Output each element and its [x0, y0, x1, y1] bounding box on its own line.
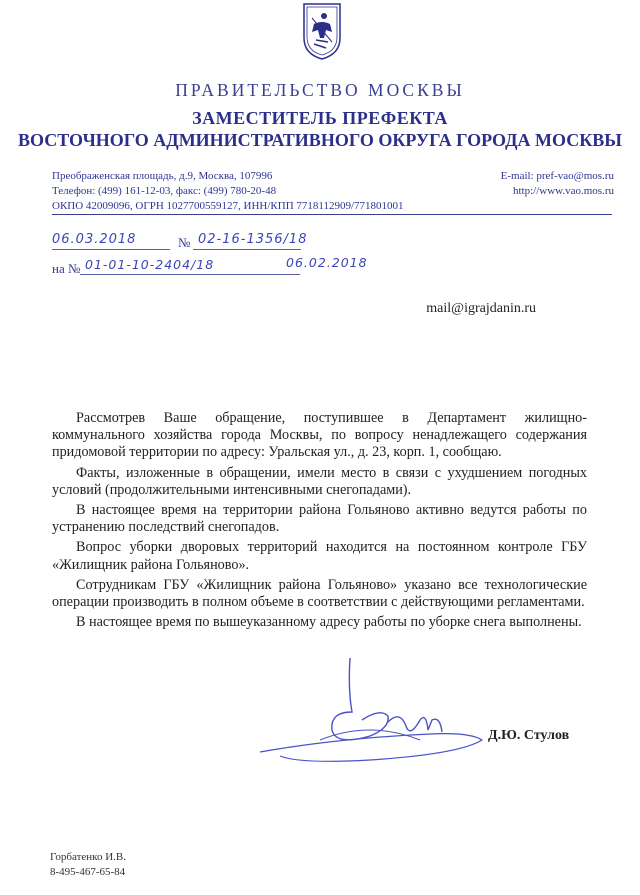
executor-name: Горбатенко И.В. — [50, 851, 126, 863]
office-website: http://www.vao.mos.ru — [512, 185, 614, 197]
body-paragraph: Рассмотрев Ваше обращение, поступившее в Департамент жилищно-коммунального хозяйства города Москвы, по вопросу ненадлежащего содержания придомовой территории по адресу: Уральская ул., д. 23, корп. 1, сообщаю. — [52, 410, 587, 461]
office-title: ЗАМЕСТИТЕЛЬ ПРЕФЕКТА — [192, 108, 448, 128]
office-address: Преображенская площадь, д.9, Москва, 107996 — [52, 170, 273, 182]
moscow-coat-of-arms-icon — [302, 2, 342, 60]
outgoing-number-label: № — [178, 235, 191, 250]
body-paragraph: В настоящее время на территории района Гольяново активно ведутся работы по устранению последствий снегопадов. — [52, 502, 587, 536]
body-paragraph: Факты, изложенные в обращении, имели место в связи с ухудшением погодных условий (продолжительными интенсивными снегопадами). — [52, 464, 587, 498]
government-title: ПРАВИТЕЛЬСТВО МОСКВЫ — [175, 80, 465, 100]
reply-date: 06.02.2018 — [286, 255, 368, 270]
letterhead-divider — [52, 214, 612, 215]
office-phone: Телефон: (499) 161-12-03, факс: (499) 780-20-48 — [52, 185, 277, 197]
office-email: E-mail: pref-vao@mos.ru — [500, 170, 614, 182]
reply-number: 01-01-10-2404/18 — [85, 257, 215, 272]
executor-phone: 8-495-467-65-84 — [50, 866, 126, 878]
reply-underline — [80, 274, 300, 275]
office-registry-codes: ОКПО 42009096, ОГРН 1027700559127, ИНН/КПП 7718112909/771801001 — [52, 200, 404, 212]
body-paragraph: Вопрос уборки дворовых территорий находится на постоянном контроле ГБУ «Жилищник района Гольяново». — [52, 539, 587, 573]
body-paragraph: Сотрудникам ГБУ «Жилищник района Гольяново» указано все технологические операции производить в полном объеме в соответствии с действующими регламентами. — [52, 576, 587, 611]
letter-body — [52, 410, 587, 631]
date-underline — [52, 249, 170, 250]
recipient-email: mail@igrajdanin.ru — [426, 301, 536, 316]
outgoing-number: 02-16-1356/18 — [198, 232, 308, 247]
signature-image — [220, 650, 500, 770]
body-paragraph: В настоящее время по вышеуказанному адресу работы по уборке снега выполнены. — [76, 614, 582, 631]
reply-number-label: на № — [52, 261, 81, 276]
outgoing-date: 06.03.2018 — [52, 232, 137, 247]
office-subtitle: ВОСТОЧНОГО АДМИНИСТРАТИВНОГО ОКРУГА ГОРОДА МОСКВЫ — [18, 130, 622, 150]
number-underline — [193, 249, 301, 250]
signer-name: Д.Ю. Стулов — [488, 728, 570, 743]
